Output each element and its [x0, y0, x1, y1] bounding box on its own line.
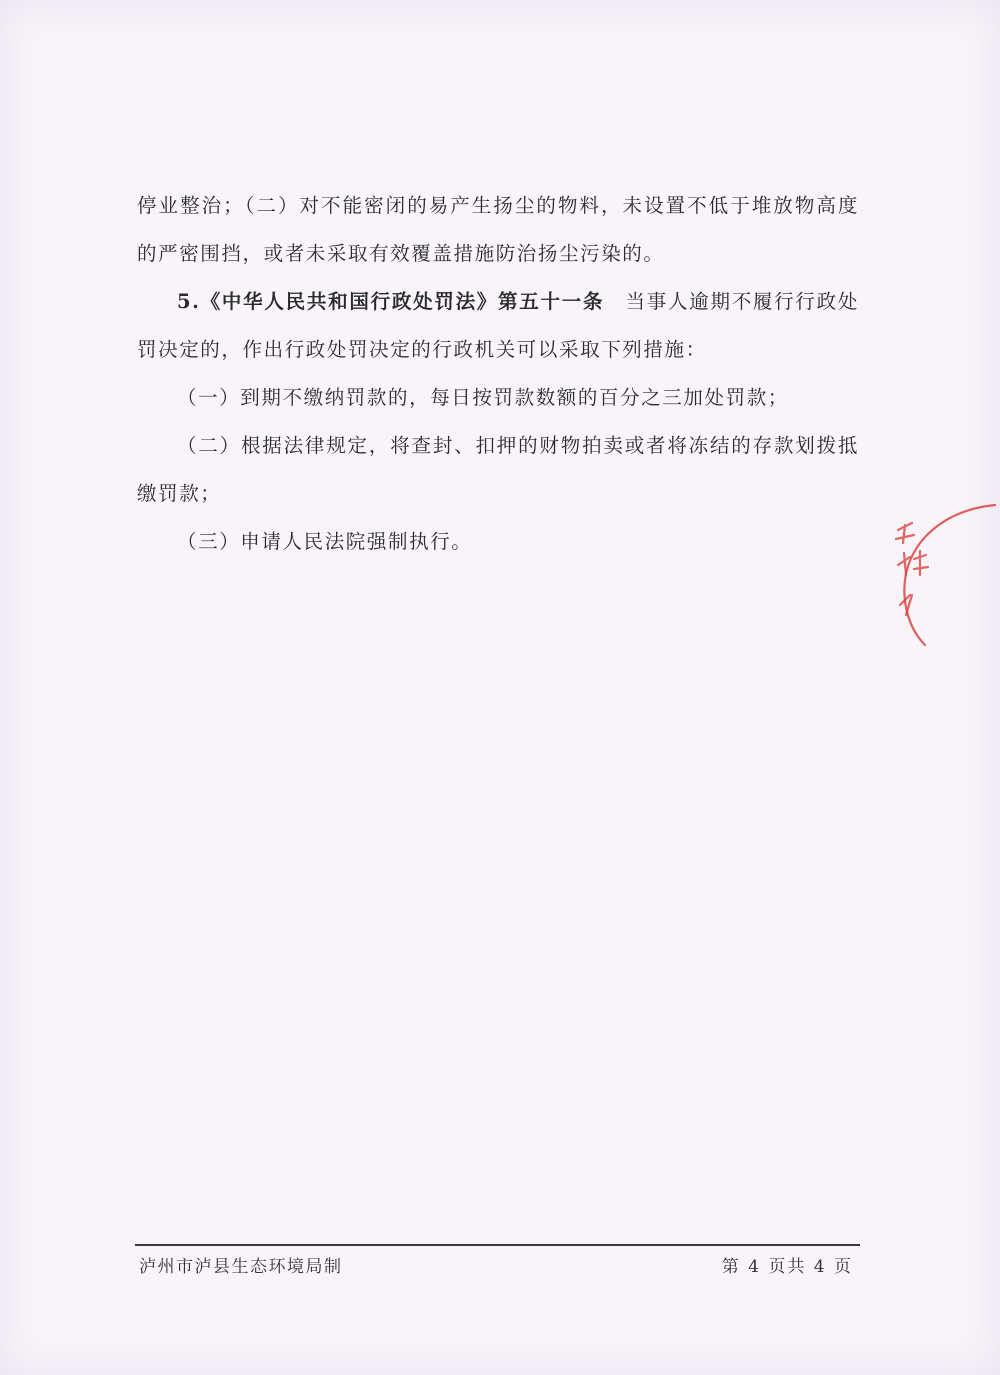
seal-graphic	[870, 495, 1000, 655]
paragraph-measure-3: （三）申请人民法院强制执行。	[177, 530, 473, 553]
footer-issuer: 泸州市泸县生态环境局制	[139, 1257, 343, 1277]
paragraph-article-51	[137, 278, 859, 374]
paragraph-measure-2: （二）根据法律规定，将查封、扣押的财物拍卖或者将冻结的存款划拨抵缴罚款；	[137, 434, 859, 505]
paragraph-continuation: 停业整治；（二）对不能密闭的易产生扬尘的物料，未设置不低于堆放物高度的严密围挡，或者未采取有效覆盖措施防治扬尘污染的。	[137, 194, 859, 265]
footer-divider	[135, 1244, 860, 1246]
article-text: 当事人逾期不履行行政处罚决定的，作出行政处罚决定的行政机关可以采取下列措施：	[137, 290, 859, 361]
footer-page-number: 第 4 页共 4 页	[721, 1257, 853, 1277]
article-reference: 5.《中华人民共和国行政处罚法》第五十一条	[177, 290, 605, 313]
paragraph-measure-1: （一）到期不缴纳罚款的，每日按罚款数额的百分之三加处罚款；	[177, 386, 789, 409]
document-body	[137, 182, 859, 566]
official-seal	[870, 495, 1000, 655]
